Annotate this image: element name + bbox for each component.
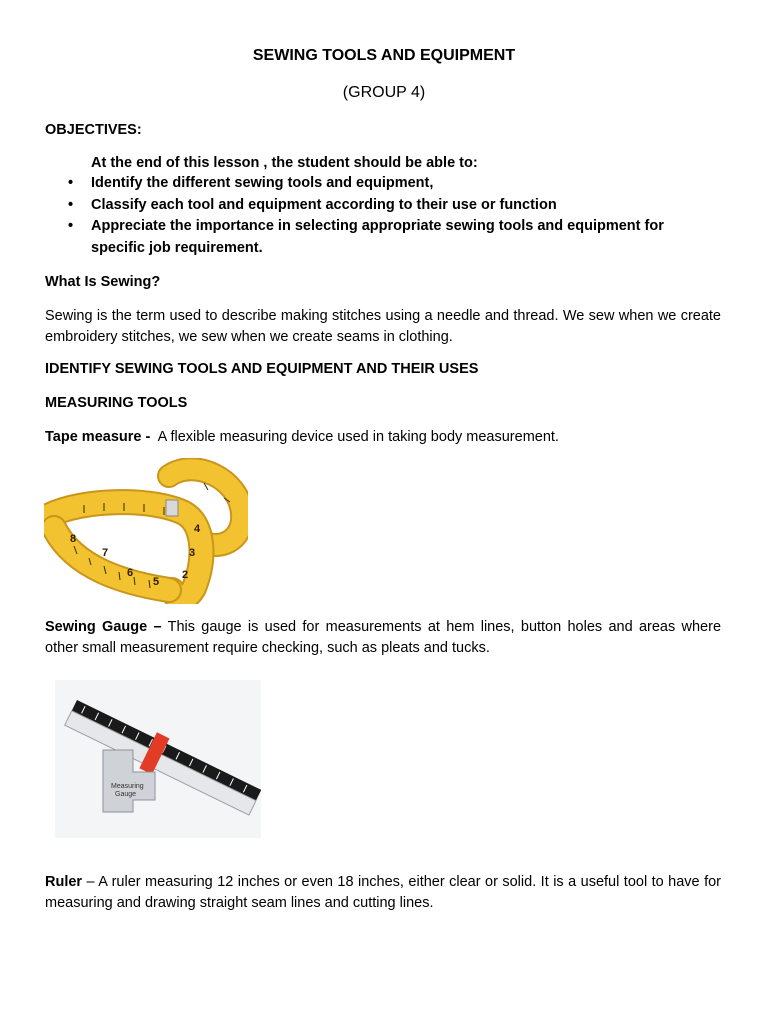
tape-measure-term: Tape measure -	[45, 429, 151, 445]
ruler-entry	[45, 872, 721, 914]
bullet-icon: •	[68, 196, 74, 213]
tape-measure-image	[44, 458, 248, 604]
tape-measure-illustration	[44, 458, 248, 604]
tape-number: 8	[70, 533, 77, 545]
tape-number: 4	[194, 523, 201, 535]
tape-measure-entry	[45, 427, 721, 448]
objectives-list	[68, 173, 721, 259]
bullet-icon: •	[68, 218, 74, 234]
tape-number: 3	[189, 547, 196, 559]
gauge-label: Measuring	[111, 783, 144, 790]
gauge-label: Gauge	[115, 791, 137, 798]
sewing-gauge-image	[55, 680, 261, 838]
identify-heading: IDENTIFY SEWING TOOLS AND EQUIPMENT AND THEIR USES	[45, 361, 479, 377]
objectives-heading: OBJECTIVES:	[45, 122, 142, 138]
tape-number: 6	[127, 567, 134, 579]
ruler-term: Ruler	[45, 874, 83, 890]
objectives-intro: At the end of this lesson , the student should be able to:	[91, 155, 478, 171]
tape-number: 7	[102, 547, 109, 559]
document-title: SEWING TOOLS AND EQUIPMENT	[252, 47, 516, 64]
bullet-icon: •	[68, 175, 74, 191]
tape-number: 2	[182, 569, 189, 581]
sewing-gauge-entry	[45, 617, 721, 659]
sewing-gauge-desc: This gauge is used for measurements at hem lines, button holes and areas where other small measurement require checking, such as pleats and tucks.	[45, 619, 722, 656]
tape-measure-desc: A flexible measuring device used in taking body measurement.	[150, 429, 559, 445]
tape-number: 5	[153, 576, 160, 588]
ruler-desc: – A ruler measuring 12 inches or even 18 inches, either clear or solid. It is a useful tool to have for measuring and drawing straight seam lines and cutting lines.	[45, 874, 721, 911]
what-is-sewing-text: Sewing is the term used to describe making stitches using a needle and thread. We sew when we create embroidery stitches, we sew when we create seams in clothing.	[45, 308, 721, 345]
sewing-gauge-term: Sewing Gauge –	[45, 619, 162, 635]
what-is-sewing-heading: What Is Sewing?	[45, 274, 161, 290]
objective-item: • Appreciate the importance in selecting appropriate sewing tools and equipment for specific job requirement.	[68, 218, 664, 256]
objective-item: • Identify the different sewing tools and equipment,	[91, 173, 721, 195]
sewing-gauge-illustration	[55, 680, 261, 838]
document-subtitle: (GROUP 4)	[342, 84, 426, 101]
objective-item: • Classify each tool and equipment according to their use or function	[91, 195, 721, 217]
measuring-tools-heading: MEASURING TOOLS	[45, 395, 188, 411]
